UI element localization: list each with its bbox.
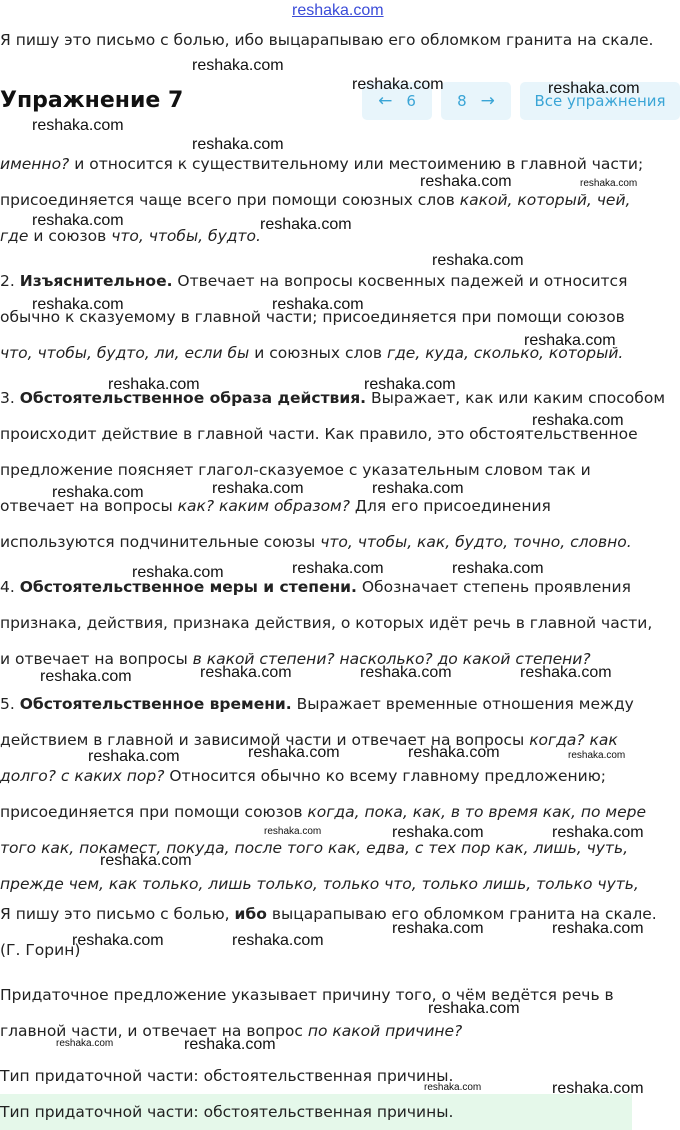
watermark: reshaka.com [248,744,340,761]
next-exercise-label: 8 [457,92,467,110]
watermark: reshaka.com [524,332,616,349]
explanation-line: главной части, и отвечает на вопрос по какой причине? [0,1022,463,1040]
watermark: reshaka.com [56,1038,114,1049]
text-line: происходит действие в главной части. Как правило, это обстоятельственное [0,425,638,443]
watermark: reshaka.com [232,932,324,949]
next-exercise-button[interactable] [441,82,511,120]
arrow-left-icon: ← [378,91,393,111]
watermark: reshaka.com [520,664,612,681]
watermark: reshaka.com [432,252,524,269]
watermark: reshaka.com [88,748,180,765]
watermark: reshaka.com [392,824,484,841]
watermark: reshaka.com [184,1036,276,1053]
watermark: reshaka.com [212,480,304,497]
watermark: reshaka.com [548,80,640,97]
text-line: именно? и относится к существительному или местоимению в главной части; [0,155,644,173]
epigraph: Я пишу это письмо с болью, ибо выцарапываю его обломком гранита на скале. [0,31,654,49]
text-line: 3. Обстоятельственное образа действия. Выражает, как или каким способом [0,389,666,407]
example-sentence: Я пишу это письмо с болью, ибо выцарапываю его обломком гранита на скале. [0,905,657,923]
text-line: 2. Изъяснительное. Отвечает на вопросы косвенных падежей и относится [0,272,628,290]
answer-line: Тип придаточной части: обстоятельственная причины. [0,1103,454,1121]
watermark: reshaka.com [364,376,456,393]
text-line: признака, действия, признака действия, о которых идёт речь в главной части, [0,614,653,632]
watermark: reshaka.com [40,668,132,685]
text-line: и отвечает на вопросы в какой степени? насколько? до какой степени? [0,650,591,668]
watermark: reshaka.com [360,664,452,681]
watermark: reshaka.com [292,560,384,577]
watermark: reshaka.com [392,920,484,937]
watermark: reshaka.com [408,744,500,761]
watermark: reshaka.com [32,212,124,229]
watermark: reshaka.com [420,173,512,190]
prev-exercise-label: 6 [406,92,416,110]
text-line: действием в главной и зависимой части и отвечает на вопросы когда? как [0,731,618,749]
watermark: reshaka.com [260,216,352,233]
watermark: reshaka.com [32,117,124,134]
text-line: используются подчинительные союзы что, чтобы, как, будто, точно, словно. [0,533,632,551]
watermark: reshaka.com [552,824,644,841]
watermark: reshaka.com [452,560,544,577]
text-line: 5. Обстоятельственное времени. Выражает временные отношения между [0,695,634,713]
watermark: reshaka.com [552,920,644,937]
text-line: обычно к сказуемому в главной части; присоединяется при помощи союзов [0,308,625,326]
text-line: предложение поясняет глагол-сказуемое с указательным словом так и [0,461,591,479]
watermark: reshaka.com [272,296,364,313]
watermark: reshaka.com [192,136,284,153]
watermark: reshaka.com [568,750,626,761]
text-line: что, чтобы, будто, ли, если бы и союзных слов где, куда, сколько, который. [0,344,624,362]
explanation-line: Придаточное предложение указывает причину того, о чём ведётся речь в [0,986,614,1004]
all-exercises-label: Все упражнения [534,92,666,110]
watermark: reshaka.com [200,664,292,681]
watermark: reshaka.com [552,1080,644,1097]
watermark: reshaka.com [424,1082,482,1093]
text-line: долго? с каких пор? Относится обычно ко всему главному предложению; [0,767,607,785]
text-line: прежде чем, как только, лишь только, только что, только лишь, только чуть, [0,875,639,893]
text-line: 4. Обстоятельственное меры и степени. Обозначает степень проявления [0,578,631,596]
example-author: (Г. Горин) [0,941,81,959]
watermark: reshaka.com [32,296,124,313]
text-line: присоединяется чаще всего при помощи союзных слов какой, который, чей, [0,191,631,209]
watermark: reshaka.com [428,1000,520,1017]
type-line: Тип придаточной части: обстоятельственная причины. [0,1067,454,1085]
arrow-right-icon: → [480,91,495,111]
site-link[interactable]: reshaka.com [292,2,384,19]
watermark: reshaka.com [192,57,284,74]
watermark: reshaka.com [580,178,638,189]
page-title: Упражнение 7 [0,88,184,113]
watermark: reshaka.com [372,480,464,497]
watermark: reshaka.com [52,484,144,501]
watermark: reshaka.com [352,76,444,93]
watermark: reshaka.com [100,852,192,869]
watermark: reshaka.com [132,564,224,581]
text-line: присоединяется при помощи союзов когда, пока, как, в то время как, по мере [0,803,647,821]
text-line: того как, покамест, покуда, после того как, едва, с тех пор как, лишь, чуть, [0,839,629,857]
watermark: reshaka.com [532,412,624,429]
watermark: reshaka.com [264,826,322,837]
text-line: отвечает на вопросы как? каким образом? Для его присоединения [0,497,551,515]
text-line: где и союзов что, чтобы, будто. [0,227,261,245]
watermark: reshaka.com [108,376,200,393]
watermark: reshaka.com [72,932,164,949]
